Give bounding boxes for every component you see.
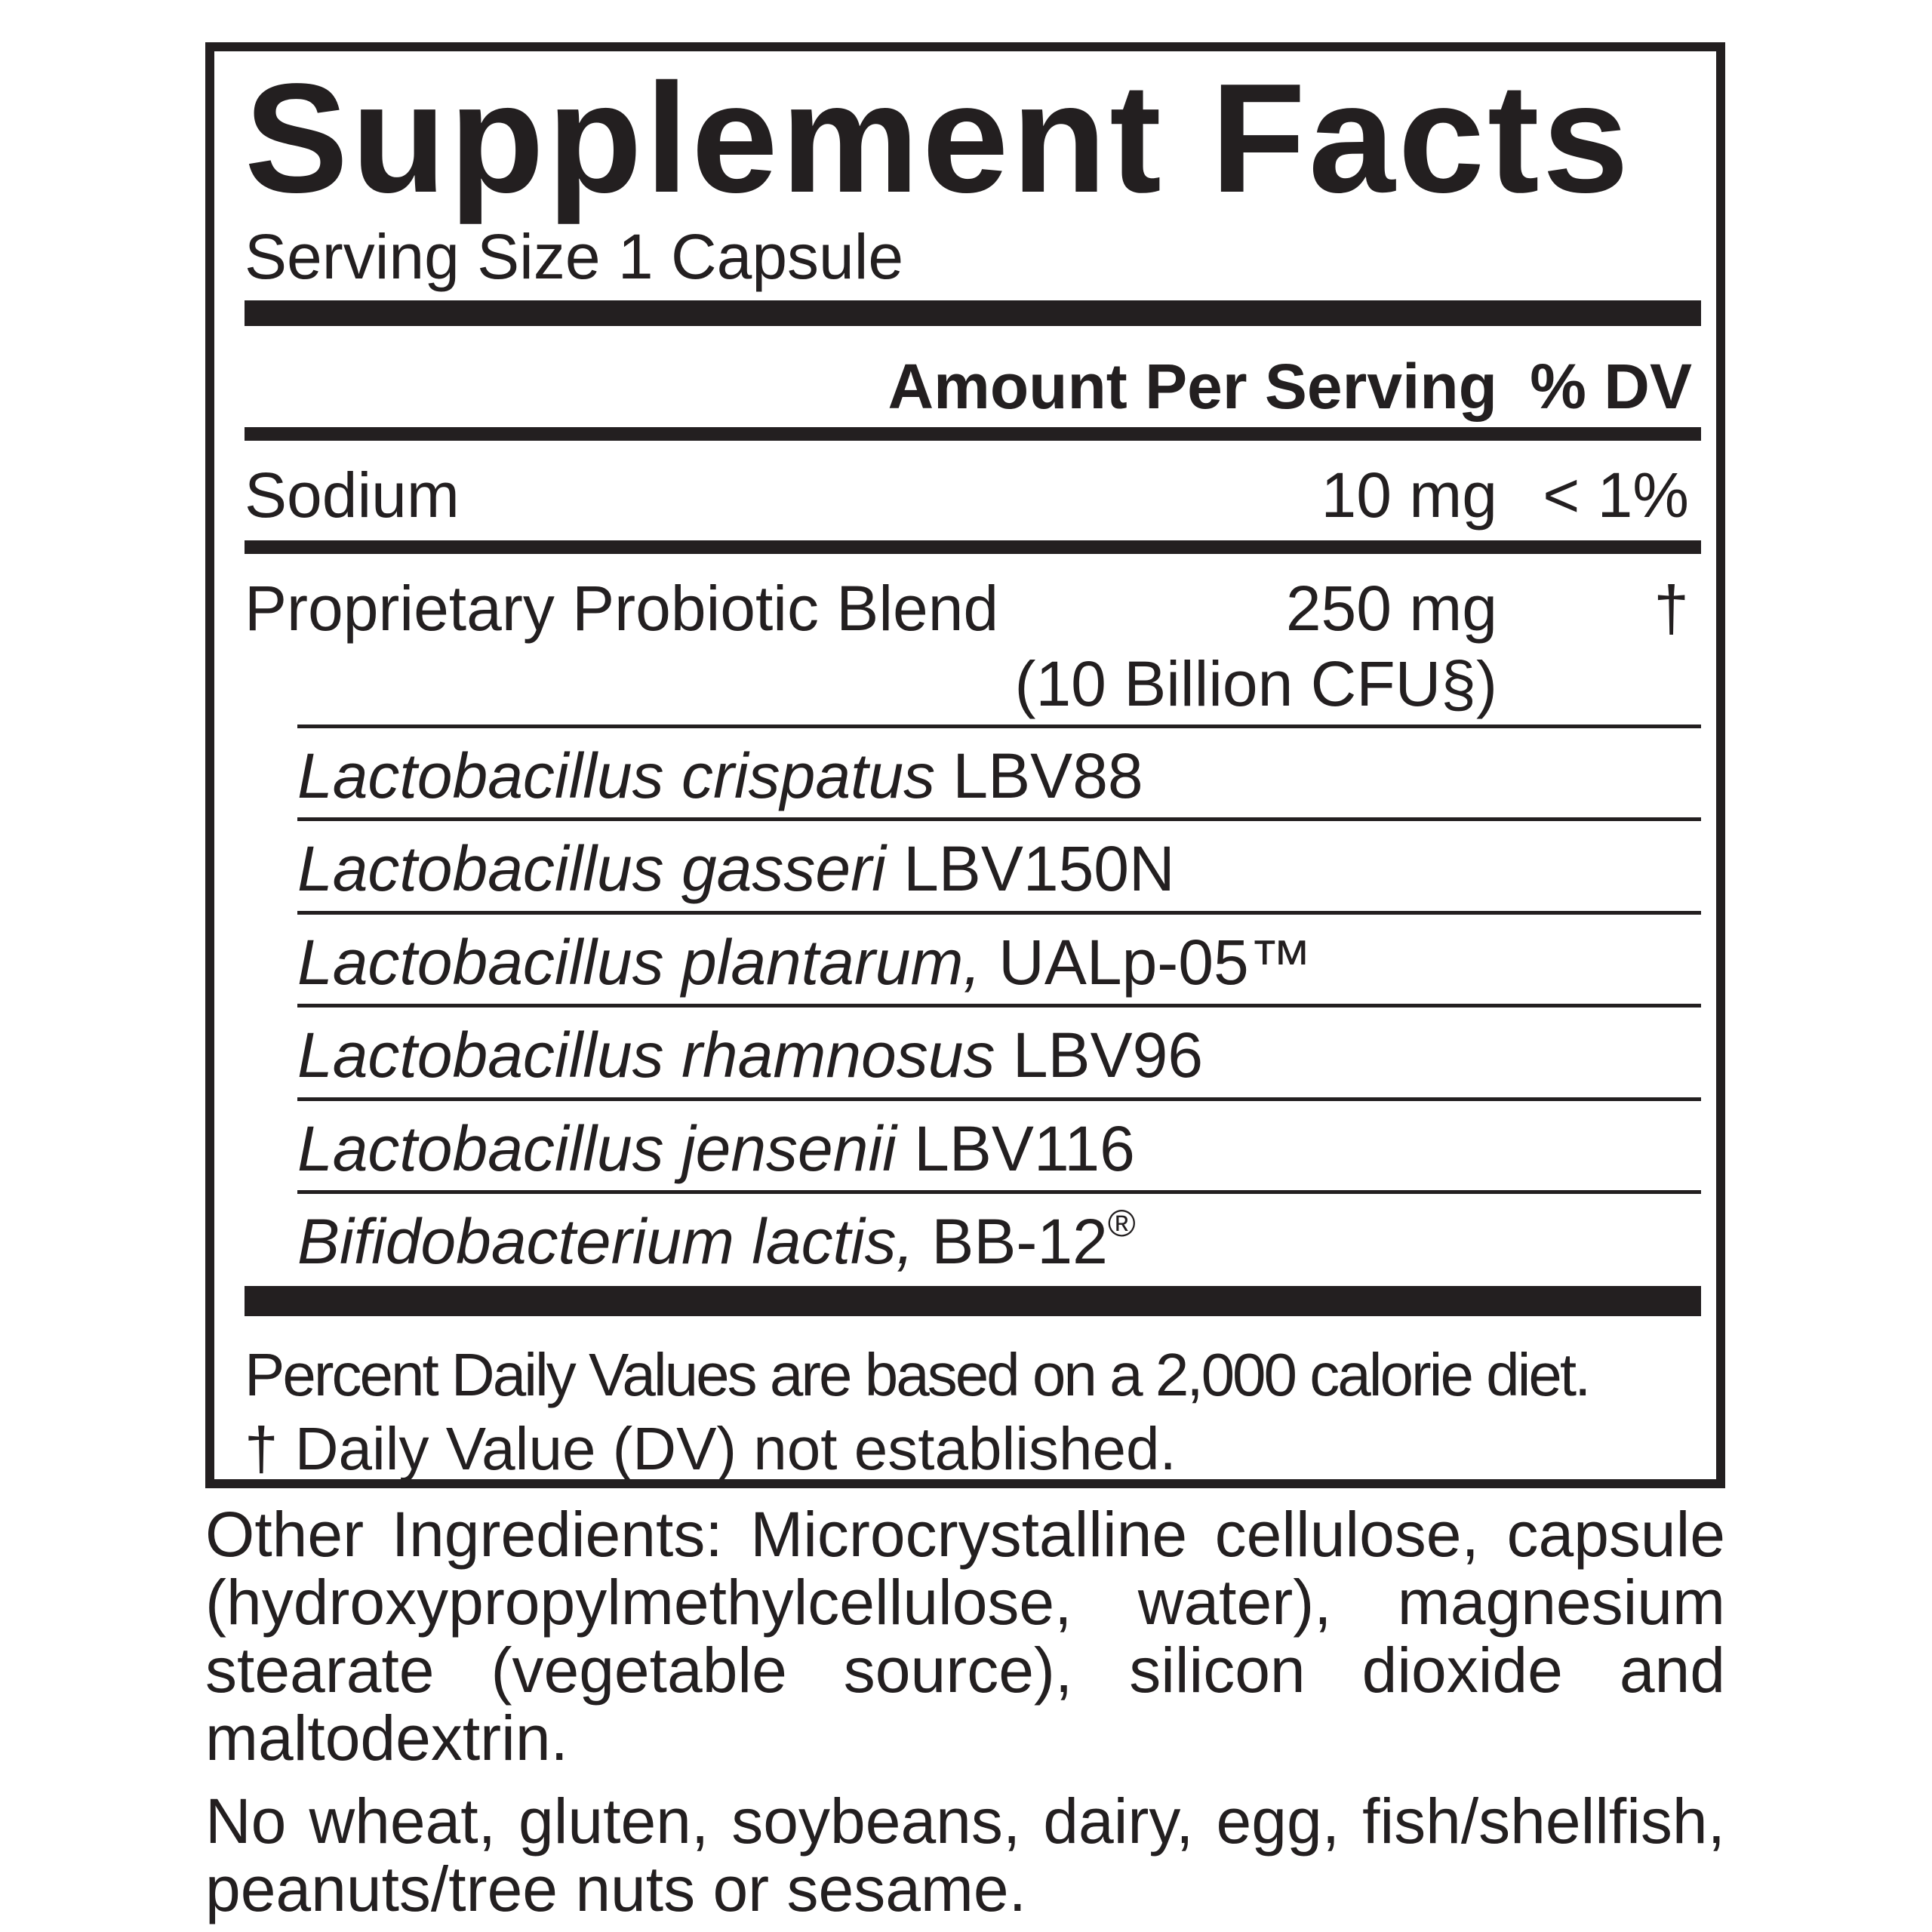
nutrient-name-sodium: Sodium (245, 460, 460, 531)
nutrient-dv-sodium: < 1% (1543, 460, 1689, 531)
footnote-dv-basis: Percent Daily Values are based on a 2,000 calorie diet. (245, 1341, 1589, 1408)
ingredient-strain: BB-12 (914, 1206, 1108, 1277)
serving-size: Serving Size 1 Capsule (245, 221, 904, 292)
dv-header: % DV (1530, 351, 1692, 422)
ingredient-row (297, 1020, 1204, 1091)
ingredient-strain: UALp-05™ (980, 927, 1312, 998)
thin-divider (297, 1097, 1701, 1101)
ingredient-strain: LBV96 (995, 1020, 1204, 1091)
medium-divider (245, 427, 1701, 441)
ingredient-species: Lactobacillus jensenii (297, 1113, 897, 1184)
blend-dv: † (1654, 573, 1689, 644)
medium-divider (245, 540, 1701, 554)
ingredient-row (297, 1202, 1136, 1277)
ingredient-strain: LBV150N (885, 833, 1175, 904)
ingredient-species: Lactobacillus crispatus (297, 740, 936, 811)
thin-divider (297, 911, 1701, 915)
blend-cfu: (10 Billion CFU§) (1014, 648, 1497, 719)
ingredient-strain: LBV88 (935, 740, 1143, 811)
amount-per-serving-header: Amount Per Serving (888, 351, 1497, 422)
thin-divider (297, 724, 1701, 728)
thin-divider (297, 817, 1701, 821)
nutrient-amount-sodium: 10 mg (1321, 460, 1497, 531)
ingredient-mark: ® (1107, 1202, 1136, 1244)
thick-divider (245, 1286, 1701, 1316)
ingredient-row (297, 927, 1312, 998)
blend-name: Proprietary Probiotic Blend (245, 573, 999, 644)
other-ingredients: Other Ingredients: Microcrystalline cellulose, capsule (hydroxypropylmethylcellulose, water), magnesium stearate (vegetable source), silicon dioxide and maltodextrin. (205, 1499, 1725, 1774)
thick-divider (245, 300, 1701, 326)
thin-divider (297, 1004, 1701, 1008)
ingredient-row (297, 740, 1143, 811)
supplement-facts-panel (205, 42, 1725, 1488)
blend-amount: 250 mg (1285, 573, 1497, 644)
ingredient-species: Bifidobacterium lactis, (297, 1206, 914, 1277)
thin-divider (297, 1190, 1701, 1194)
ingredient-row (297, 1113, 1135, 1184)
ingredient-species: Lactobacillus gasseri (297, 833, 886, 904)
ingredient-species: Lactobacillus rhamnosus (297, 1020, 995, 1091)
ingredient-row (297, 833, 1175, 904)
ingredient-strain: LBV116 (896, 1113, 1135, 1184)
panel-title: Supplement Facts (245, 51, 1632, 225)
allergen-statement: No wheat, gluten, soybeans, dairy, egg, fish/shellfish, peanuts/tree nuts or sesame. (205, 1786, 1725, 1924)
ingredient-species: Lactobacillus plantarum, (297, 927, 981, 998)
footnote-dagger: † Daily Value (DV) not established. (245, 1415, 1177, 1482)
